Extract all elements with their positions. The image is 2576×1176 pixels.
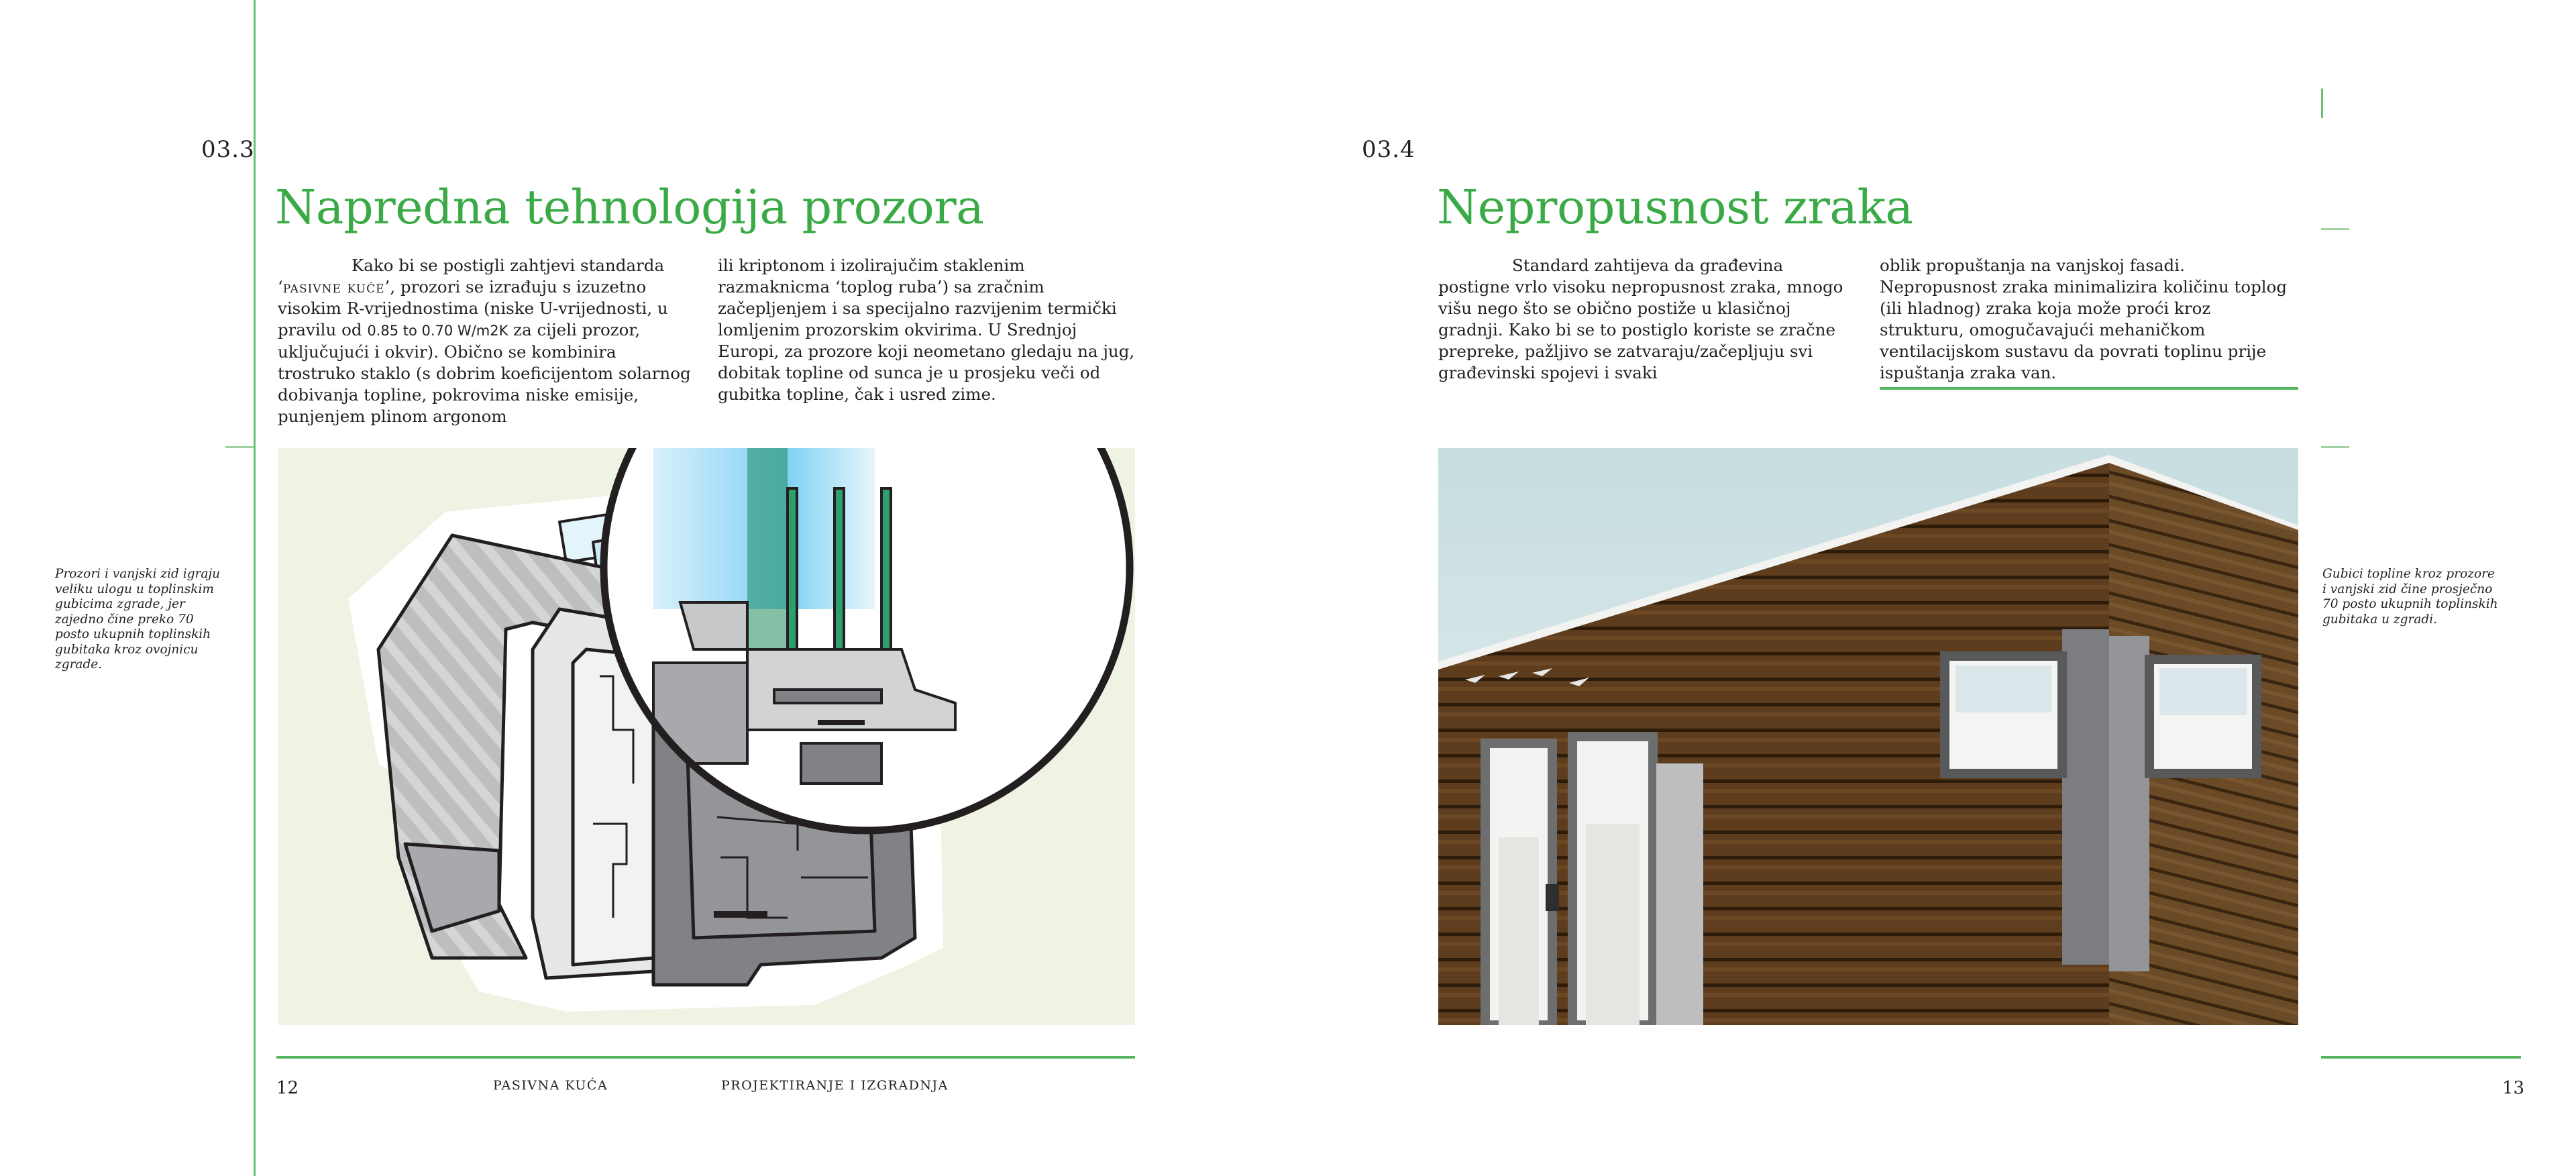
right-guide-tick-mid [2321, 446, 2349, 448]
facade-figure [1438, 448, 2298, 1025]
page-title: Napredna tehnologija prozora [275, 180, 984, 235]
page-number: 13 [2502, 1078, 2525, 1098]
standard-name: pasivne kuće [282, 277, 385, 297]
running-header-chapter: PROJEKTIRANJE I IZGRADNJA [721, 1078, 949, 1093]
body-column-1 [1438, 255, 1856, 384]
right-margin-tick [2321, 89, 2323, 118]
body-column-2 [1880, 255, 2298, 384]
running-header-book: PASIVNA KUĆA [493, 1078, 608, 1093]
u-value: 0.85 to 0.70 W/m2K [367, 323, 508, 339]
body-column-2 [718, 255, 1136, 405]
right-footer-rule [2321, 1056, 2521, 1059]
body-text: Kako bi se postigli zahtjevi standarda ‘ [278, 256, 665, 297]
window-section-figure [278, 448, 1135, 1025]
figure-caption: Gubici topline kroz prozore i vanjski zid čine prosječno 70 posto ukupnih toplinskih gubitaka u zgradi. [2322, 567, 2498, 627]
section-number: 03.3 [201, 136, 255, 163]
right-guide-tick-top [2321, 228, 2349, 230]
left-margin-line [254, 0, 256, 1176]
page-title: Nepropusnost zraka [1437, 180, 1913, 235]
right-column-rule [1880, 387, 2298, 390]
figure-caption: Prozori i vanjski zid igraju veliku ulogu u toplinskim gubicima zgrade, jer zajedno čine preko 70 posto ukupnih toplinskih gubitaka kroz ovojnicu zgrade. [55, 567, 221, 672]
left-footer-rule [276, 1056, 1135, 1059]
body-text: Standard zahtijeva da građevina postigne vrlo visoku nepropusnost zraka, mnogo višu nego što se obično postiže u klasičnoj gradnji. Kako bi se to postiglo koriste se zračne prepreke, pažljivo se zatvaraju/začepljuju svi građevinski spojevi i svaki [1438, 256, 1843, 382]
body-text: ’, prozori se izrađuju s izuzetno visokim R-vrijednostima (niske U-vrijednosti, u pravilu od [278, 277, 668, 339]
section-number: 03.4 [1362, 136, 1415, 163]
body-text: za cijeli prozor, uključujući i okvir). Obično se kombinira trostruko staklo (s dobrim koeficijentom solarnog dobivanja topline, pokrovima niske emisije, punjenjem plinom argonom [278, 320, 691, 426]
left-guide-tick [225, 446, 254, 448]
body-text: oblik propuštanja na vanjskoj fasadi. Nepropusnost zraka minimalizira količinu toplog (ili hladnog) zraka koja može proći kroz strukturu, omogučavajući mehaničkom ventilacijskom sustavu da povrati toplinu prije ispuštanja zraka van. [1880, 256, 2288, 382]
body-column-1 [278, 255, 696, 427]
page-number: 12 [276, 1078, 299, 1098]
body-text: ili kriptonom i izolirajučim staklenim razmaknicma ‘toplog ruba’) sa zračnim začepljenjem i sa specijalno razvijenim termički lomljenim prozorskim okvirima. U Srednjoj Europi, za prozore koji neometano gledaju na jug, dobitak topline od sunca je u prosjeku veči od gubitka topline, čak i usred zime. [718, 256, 1135, 404]
